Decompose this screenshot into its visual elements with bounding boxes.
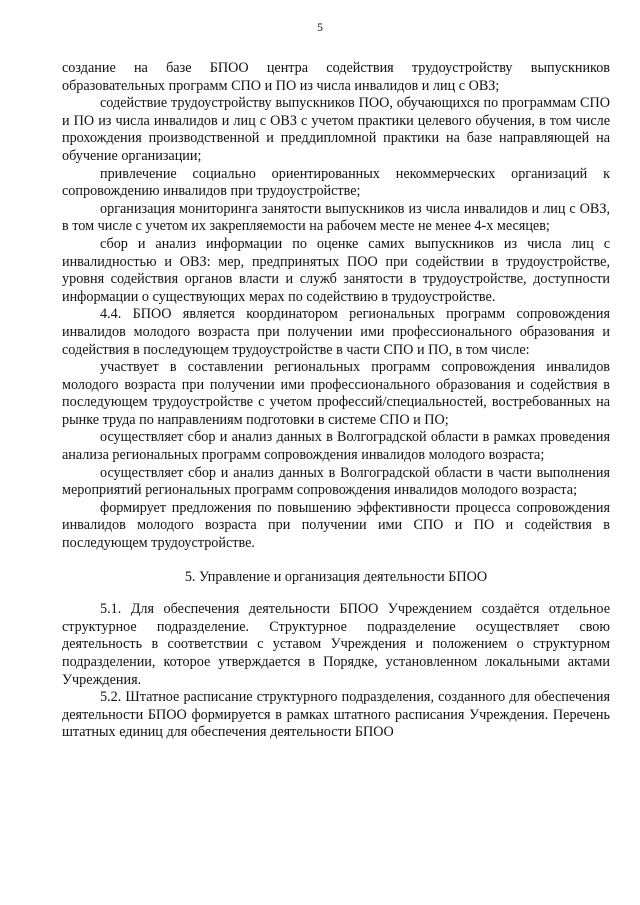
document-body <box>62 60 610 742</box>
paragraph: сбор и анализ информации по оценке самих выпускников из числа лиц с инвалидностью и ОВЗ: мер, предпринятых ПОО при содействии в трудоустройстве, уровня содействия органов власти и служб занятости в трудоустройстве, доступности информации о существующих мерах по содействию в трудоустройстве. <box>62 235 610 305</box>
section-heading: 5. Управление и организация деятельности БПОО <box>184 568 488 585</box>
paragraph: 5.2. Штатное расписание структурного подразделения, созданного для обеспечения деятельности БПОО формируется в рамках штатного расписания Учреждения. Перечень штатных единиц для обеспечения деятельности БПОО <box>62 689 610 741</box>
paragraph: участвует в составлении региональных программ сопровождения инвалидов молодого возраста при получении ими профессионального образования и содействия в последующем трудоустройстве с учетом профессий/специальностей, востребованных на рынке труда по направлениям подготовки в системе СПО и ПО; <box>62 359 610 428</box>
paragraph: формирует предложения по повышению эффективности процесса сопровождения инвалидов молодого возраста при получении ими СПО и ПО и содействия в последующем трудоустройстве. <box>62 499 610 552</box>
paragraph: содействие трудоустройству выпускников ПОО, обучающихся по программам СПО и ПО из числа инвалидов и лиц с ОВЗ с учетом практики целевого обучения, в том числе прохождения производственной и преддипломной практики на базе направляющей на обучение организации; <box>62 95 610 164</box>
paragraph: организация мониторинга занятости выпускников из числа инвалидов и лиц с ОВЗ, в том числе с учетом их закрепляемости на рабочем месте не менее 4-х месяцев; <box>62 200 610 235</box>
paragraph: осуществляет сбор и анализ данных в Волгоградской области в части выполнения мероприятий региональных программ сопровождения инвалидов молодого возраста; <box>62 464 610 499</box>
paragraph: осуществляет сбор и анализ данных в Волгоградской области в рамках проведения анализа региональных программ сопровождения инвалидов молодого возраста; <box>62 429 610 464</box>
paragraph: 5.1. Для обеспечения деятельности БПОО Учреждением создаётся отдельное структурное подразделение. Структурное подразделение осуществляет свою деятельность в соответствии с уставом Учреждения и положением о структурном подразделении, которое утверждается в Порядке, установленном локальными актами Учреждения. <box>62 601 610 688</box>
page-number: 5 <box>317 22 323 34</box>
paragraph: привлечение социально ориентированных некоммерческих организаций к сопровождению инвалидов при трудоустройстве; <box>62 165 610 200</box>
paragraph: создание на базе БПОО центра содействия трудоустройству выпускников образовательных программ СПО и ПО из числа инвалидов и лиц с ОВЗ; <box>62 60 610 94</box>
paragraph: 4.4. БПОО является координатором региональных программ сопровождения инвалидов молодого возраста при получении ими профессионального образования и содействия в последующем трудоустройстве в части СПО и ПО, в том числе: <box>62 306 610 358</box>
